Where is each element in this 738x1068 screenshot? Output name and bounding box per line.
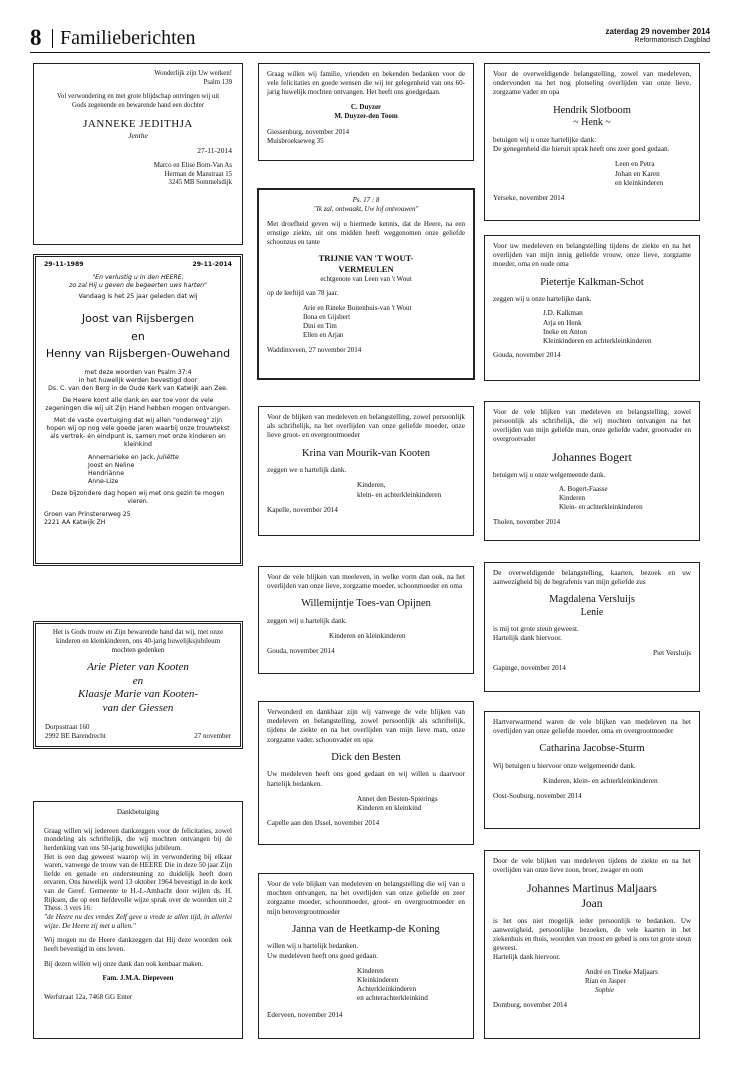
death-notice-trijnie: [257, 188, 475, 380]
paragraph: Verwonderd en dankbaar zijn wij vanwege de vele blijken van medeleven en belangstelling, zowel persoonlijk als schriftelijk, tijdens de ziekte en na het overlijden van mijn lieve man, onze zorgzame vader, schoonvader en opa: [267, 708, 465, 744]
deceased-name: Krina van Mourik-van Kooten: [301, 447, 430, 459]
paragraph: Voor uw medeleven en belangstelling tijdens de ziekte en na het overlijden van mijn innig geliefde vrouw, onze lieve, zorgzame moeder, oma en oude oma: [493, 242, 691, 269]
newspaper-name: Reformatorisch Dagblad: [634, 37, 710, 44]
city-address: 2221 AA Katwijk ZH: [44, 518, 106, 526]
parents-names: Marco en Elise Born-Van As: [153, 162, 232, 170]
page-header: [30, 26, 710, 50]
thanks-krina: [258, 406, 474, 536]
paragraph-line: in het huwelijk werden bevestigd door: [78, 377, 198, 385]
child-name: JANNEKE JEDITHJA: [83, 117, 193, 130]
place-date: Gouda, november 2014: [493, 351, 561, 360]
notice-title: Dankbetuiging: [116, 808, 160, 816]
deceased-nickname: Lenie: [580, 606, 604, 618]
thanks-line: zeggen wij u onze hartelijke dank.: [493, 295, 592, 304]
place-date: Oost-Souburg, november 2014: [493, 792, 582, 801]
street-address: Groen van Prinstererweg 25: [44, 510, 131, 518]
place-date: Waddinxveen, 27 november 2014: [267, 346, 362, 355]
thanks-line: Wij betuigen u hiervoor onze welgemeende dank.: [493, 761, 636, 770]
paragraph: Voor de vele blijken van medeleven en belangstelling die wij van u mochten ontvangen, na het overlijden van onze geliefde en zeer zorgzame moeder, schoonmoeder, groot- en overgrootmoeder en mijn betovergrootmoeder: [267, 880, 465, 916]
intro-text: Vandaag is het 25 jaar geleden dat wij: [78, 293, 198, 301]
place-date: Domburg, november 2014: [493, 1000, 567, 1009]
couple-name-2: Henny van Rijsbergen-Ouwehand: [45, 347, 231, 361]
paragraph: De Heere komt alle dank en eer toe voor de vele zegeningen die wij uit Zijn Hand hebben mogen ontvangen.: [45, 397, 231, 413]
deceased-name-cont: VERMEULEN: [338, 263, 394, 274]
anniversary-announcement-rijsbergen: [33, 254, 243, 566]
deceased-name: Willemijntje Toes-van Opijnen: [301, 598, 431, 610]
verse-text: Wonderlijk zijn Uw werken!: [154, 70, 232, 77]
signature: Fam. J.M.A. Diepeveen: [102, 974, 174, 983]
thanks-line: De genegenheid die hieruit sprak heeft ons zeer goed gedaan.: [493, 145, 670, 154]
thanks-line: betuigen wij u onze welgemeende dank.: [493, 471, 606, 480]
verse-reference: Psalm 139: [203, 78, 232, 86]
signature: Ineke en Anton: [543, 327, 587, 336]
conjunction: en: [131, 329, 145, 343]
thanks-line: zeggen we u hartelijk dank.: [267, 466, 347, 475]
paragraph: Bij dezen willen wij onze dank dan ook kenbaar maken.: [44, 959, 204, 968]
announcement-line: Vol verwondering en met grote blijdschap ontvingen wij uit: [56, 93, 220, 101]
thanks-line: Uw medeleven heeft ons goed gedaan en wij willen u daarvoor hartelijk bedanken.: [267, 770, 465, 788]
thanks-catharina: [484, 711, 700, 829]
couple-name-2-cont: van der Giessen: [102, 702, 174, 715]
verse-text: "Ik zal, ontwaakt, Uw lof ontvouwen": [313, 204, 419, 213]
deceased-name: Pietertje Kalkman-Schot: [540, 276, 644, 288]
paragraph: Graag willen wij familie, vrienden en bekenden bedanken voor de vele felicitaties en goede wensen die wij ter gelegenheid van ons 60-jarig huwelijk mochten ontvangen. Het heeft ons goedgedaan.: [267, 70, 465, 96]
paragraph: Het is een dag geweest waarop wij in verwondering bij elkaar waren, vanwege de trouw van de HEERE Die in deze 50 jaar Zijn liefde en genade en ondersteuning zo duidelijk heeft doen ervaren. Ons huwelijk werd 13 oktober 1964 bevestigd in de kerk van de Geref. Gemeente te H.-I.-Ambacht door wijlen ds. H. Rijksen, die op een liefdevolle wijze sprak over de woorden uit 2 Thess. 3 vers 16:: [44, 852, 232, 913]
signature: Klein- en achterkleinkinderen: [559, 503, 643, 512]
thanks-line: betuigen wij u onze hartelijke dank.: [493, 135, 596, 144]
place-date: Gouda, november 2014: [267, 647, 335, 656]
deceased-nickname: Joan: [581, 897, 603, 910]
thanks-line: Hartelijk dank hiervoor.: [493, 953, 561, 962]
verse-reference: Ps. 17 : 8: [352, 196, 380, 204]
thanks-line: is het ons niet mogelijk ieder persoonlijk te bedanken. Uw aanwezigheid, persoonlijke bezoeken, de vele kaarten in het ziekenhuis en thuis, woorden van troost en gebed is ons tot grote steun geweest.: [493, 917, 691, 953]
couple-name-1: Joost van Rijsbergen: [81, 312, 195, 326]
city-address: 3245 MB Sommelsdijk: [168, 179, 232, 187]
street-address: Muisbroekseweg 35: [267, 136, 324, 145]
thanks-magdalena: [484, 562, 700, 692]
deceased-name: Janna van de Heetkamp-de Koning: [292, 923, 440, 935]
paragraph: Door de vele blijken van medeleven tijdens de ziekte en na het overlijden van onze lieve zoon, broer, zwager en oom: [493, 857, 691, 874]
birth-announcement-jenthe: [33, 63, 243, 245]
header-divider: [52, 29, 53, 48]
conjunction: en: [132, 674, 144, 687]
announcement-line: Gods zegenende en bewarende hand een dochter: [71, 102, 205, 110]
signature: Kinderen en kleinkinderen: [329, 632, 406, 641]
thanks-line: Hartelijk dank hiervoor.: [493, 633, 562, 642]
signature: Annet den Besten-Spierings: [357, 794, 438, 803]
child-nickname: Jenthe: [128, 130, 148, 140]
thanks-line: zeggen wij u hartelijk dank.: [267, 616, 348, 625]
place-date: Yerseke, november 2014: [493, 193, 565, 202]
section-title: Familieberichten: [60, 27, 196, 49]
paragraph: Voor de blijken van medeleven en belangstelling, zowel persoonlijk als schriftelijk, na het overlijden van onze geliefde moeder, onze lieve groot- en overgrootmoeder: [267, 413, 465, 440]
signature: Kinderen, klein- en achterkleinkinderen: [543, 777, 658, 786]
paragraph: Graag willen wij iedereen dankzeggen voor de felicitaties, zowel mondeling als schriftelijk, die wij mochten ontvangen bij de herdenking van ons 50-jarig huwelijks jubileum.: [44, 826, 232, 852]
paragraph: De overweldigende belangstelling, kaarten, bezoek en uw aanwezigheid bij de begrafenis van mijn geliefde zus: [493, 569, 691, 587]
paragraph: Met de vaste overtuiging dat wij allen "onderweg" zijn hopen wij op nog vele goede jaren waarbij onze trouwtekst als vertrek- én eindpunt is, samen met onze kinderen en kleinkind: [46, 417, 230, 449]
paragraph: Voor de overweldigende belangstelling, zowel van medeleven, ondervonden na het nog plotseling overlijden van onze lieve, zorgzame vader en opa: [493, 70, 691, 97]
place-date: Gapinge, november 2014: [493, 664, 566, 673]
header-rule: [30, 52, 710, 53]
signature: André en Tineke Maljaars: [585, 968, 658, 977]
signature: C. Duyzer: [350, 102, 382, 111]
thanks-pietertje: [484, 235, 700, 381]
signature: klein- en achterkleinkinderen: [357, 490, 442, 499]
verse-text: zo zal Hij u geven de begeerten uws harten": [69, 282, 207, 290]
anniversary-date: 29-11-2014: [192, 261, 232, 268]
signature: Kinderen,: [357, 481, 386, 490]
place-date: Giessenburg, november 2014: [267, 127, 350, 136]
paragraph: Wij mogen nu de Heere dankzeggen dat Hij deze woorden ook heeft bevestigd in ons leven.: [44, 936, 232, 953]
deceased-nickname: ~ Henk ~: [573, 117, 611, 129]
thanks-line: is mij tot grote steun geweest.: [493, 624, 579, 633]
family-member: Anne-Lize: [88, 477, 119, 485]
couple-name-1: Arie Pieter van Kooten: [87, 660, 189, 673]
paragraph-line: Ds. C. van den Berg in de Oude Kerk van Katwijk aan Zee.: [48, 385, 228, 393]
deceased-name: Johannes Martinus Maljaars: [527, 882, 657, 895]
signature: Johan en Karen: [615, 169, 660, 178]
signature: Kinderen: [559, 494, 586, 503]
couple-name-2: Klaasje Marie van Kooten-: [77, 688, 199, 701]
signature: Kleinkinderen en achterkleinkinderen: [543, 336, 652, 345]
verse-text: "En verlustig u in den HEERE,: [92, 274, 184, 281]
street-address: Dorpsstraat 160: [45, 722, 90, 731]
paragraph: Voor de vele blijken van meeleven, in welke vorm dan ook, na het overlijden van onze lieve, zorgzame moeder, schoonmoeder en oma: [267, 573, 465, 591]
signature: Sophie: [595, 986, 615, 995]
paragraph: Met droefheid geven wij u hiermede kennis, dat de Heere, na een ernstige ziekte, uit ons midden heeft weggenomen onze geliefde schoonzus en tante: [267, 219, 465, 246]
deceased-name: TRIJNIE VAN 'T WOUT-: [318, 252, 414, 263]
intro-text: Het is Gods trouw en Zijn bewarende hand dat wij, met onze kinderen en kleinkinderen, ons 40-jarig huwelijksjubileum mochten gedenken: [52, 628, 224, 654]
signature: A. Bogert-Faasse: [559, 485, 608, 494]
place-date: Ederveen, november 2014: [267, 1010, 343, 1019]
deceased-name: Dick den Besten: [331, 751, 401, 763]
paragraph: Voor de vele blijken van medeleven en belangstelling, zowel persoonlijk als schriftelijk, die wij mochten ontvangen na het overlijden van mijn geliefde man, onze geliefde vader, grootvader en overgrootvader: [493, 408, 691, 443]
thanks-maljaars: [484, 850, 700, 1039]
page-number: 8: [30, 25, 42, 50]
signature: Rian en Jasper: [585, 977, 626, 986]
thanks-hendrik: [484, 63, 700, 221]
paragraph-line: met deze woorden van Psalm 37:4: [84, 368, 192, 376]
deceased-name: Hendrik Slotboom: [553, 104, 631, 116]
wedding-date: 29-11-1989: [44, 261, 84, 268]
family-member: Dini en Tim: [303, 322, 337, 331]
thanks-line: willen wij u hartelijk bedanken.: [267, 942, 359, 951]
anniversary-announcement-van-kooten: [33, 621, 243, 749]
thanks-line: Uw medeleven heeft ons goed gedaan.: [267, 951, 378, 960]
thanks-johannes-bogert: [484, 401, 700, 541]
signature: en kleinkinderen: [615, 178, 664, 187]
family-member: Joost en Neline: [88, 461, 135, 469]
signature: Kinderen: [357, 966, 384, 975]
address: Werfstraat 12a, 7468 GG Enter: [44, 992, 133, 1001]
family-member: Annemarieke en Jack, Juliëtte: [88, 453, 179, 461]
thanks-janna: [258, 873, 474, 1039]
place-date: Kapelle, november 2014: [267, 505, 338, 514]
signature: Kinderen en kleinkind: [357, 803, 422, 812]
age-line: op de leeftijd van 78 jaar.: [267, 289, 339, 298]
deceased-name: Magdalena Versluijs: [549, 594, 635, 606]
signature: M. Duyzer-den Toom: [334, 111, 398, 120]
thanks-willemijntje: [258, 566, 474, 674]
thanks-duyzer: [258, 63, 474, 161]
deceased-name: Johannes Bogert: [552, 449, 632, 464]
paragraph: Hartverwarmend waren de vele blijken van medeleven na het overlijden van onze geliefde moeder, oma en overgrootmoeder: [493, 718, 691, 736]
family-member: Hendriänne: [88, 469, 125, 477]
family-member: Ellen en Arjan: [303, 331, 344, 340]
birth-date: 27-11-2014: [197, 146, 232, 156]
thanks-dick: [258, 701, 474, 845]
signature: J.D. Kalkman: [543, 309, 583, 318]
family-member: Ilona en Gijsbert: [303, 313, 351, 322]
street-address: Herman de Manstraat 15: [164, 170, 232, 178]
family-member: Arie en Rineke Buitenhuis-van 't Wout: [303, 304, 412, 313]
signature: Kleinkinderen: [357, 975, 399, 984]
signature: Achterkleinkinderen: [357, 985, 417, 994]
thanks-diepeveen: [33, 801, 243, 1039]
deceased-name: Catharina Jacobse-Sturm: [539, 743, 645, 755]
city-address: 2992 BE Barendrecht: [45, 731, 106, 740]
signature: Arja en Henk: [543, 318, 582, 327]
spouse-line: echtgenote van Leen van 't Wout: [320, 274, 412, 283]
signature: Piet Versluijs: [652, 649, 691, 658]
place-date: Tholen, november 2014: [493, 517, 561, 526]
issue-date: zaterdag 29 november 2014: [605, 27, 710, 36]
anniversary-date: 27 november: [194, 731, 231, 740]
bible-quote: "de Heere nu des vredes Zelf geve u vrede te allen tijd, in allerlei wijze. De Heere zij met u allen.": [44, 913, 232, 930]
closing-text: Deze bijzondere dag hopen wij met ons gezin te mogen vieren.: [51, 489, 225, 505]
place-date: Capelle aan den IJssel, november 2014: [267, 819, 380, 828]
signature: Leen en Petra: [615, 160, 655, 169]
signature: en achterachterkleinkind: [357, 994, 428, 1003]
